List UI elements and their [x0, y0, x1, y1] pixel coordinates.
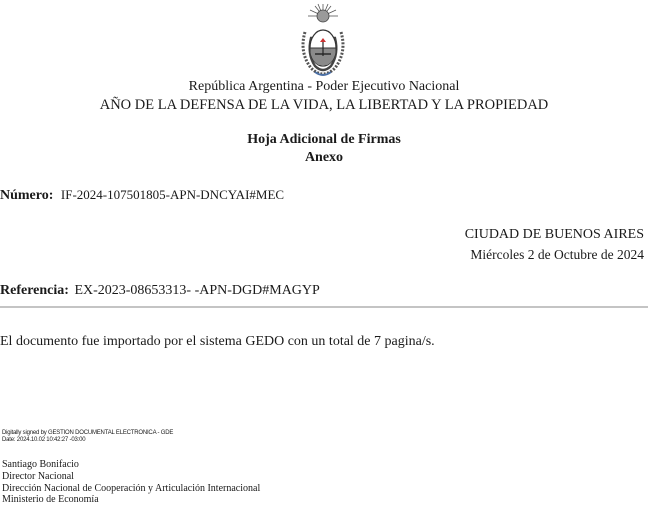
reference-value: EX-2023-08653313- -APN-DGD#MAGYP	[74, 283, 320, 298]
signer-department: Dirección Nacional de Cooperación y Articulación Internacional	[2, 483, 261, 494]
republic-line: República Argentina - Poder Ejecutivo Nacional	[188, 79, 460, 94]
argentina-coat-of-arms-icon	[297, 2, 349, 78]
signer-role: Director Nacional	[2, 471, 74, 482]
document-body: El documento fue importado por el sistema GEDO con un total de 7 pagina/s.	[0, 334, 435, 349]
reference-row	[0, 283, 320, 299]
signer-name: Santiago Bonifacio	[2, 459, 79, 470]
signer-ministry: Ministerio de Economía	[2, 494, 99, 505]
section-divider	[0, 306, 648, 308]
digital-signature-date: Date: 2024.10.02 10:42:27 -03:00	[2, 437, 86, 443]
document-city: CIUDAD DE BUENOS AIRES	[464, 227, 644, 242]
reference-label: Referencia:	[0, 283, 69, 298]
digital-signature-signed-by: Digitally signed by GESTION DOCUMENTAL ELECTRONICA - GDE	[2, 430, 174, 436]
document-number-label: Número:	[0, 188, 54, 203]
document-number-row	[0, 187, 284, 204]
document-subtitle: Anexo	[304, 150, 344, 165]
year-motto: AÑO DE LA DEFENSA DE LA VIDA, LA LIBERTAD Y LA PROPIEDAD	[99, 97, 549, 113]
document-date: Miércoles 2 de Octubre de 2024	[470, 247, 644, 262]
document-number-value: IF-2024-107501805-APN-DNCYAI#MEC	[60, 187, 285, 202]
document-title: Hoja Adicional de Firmas	[247, 132, 401, 147]
